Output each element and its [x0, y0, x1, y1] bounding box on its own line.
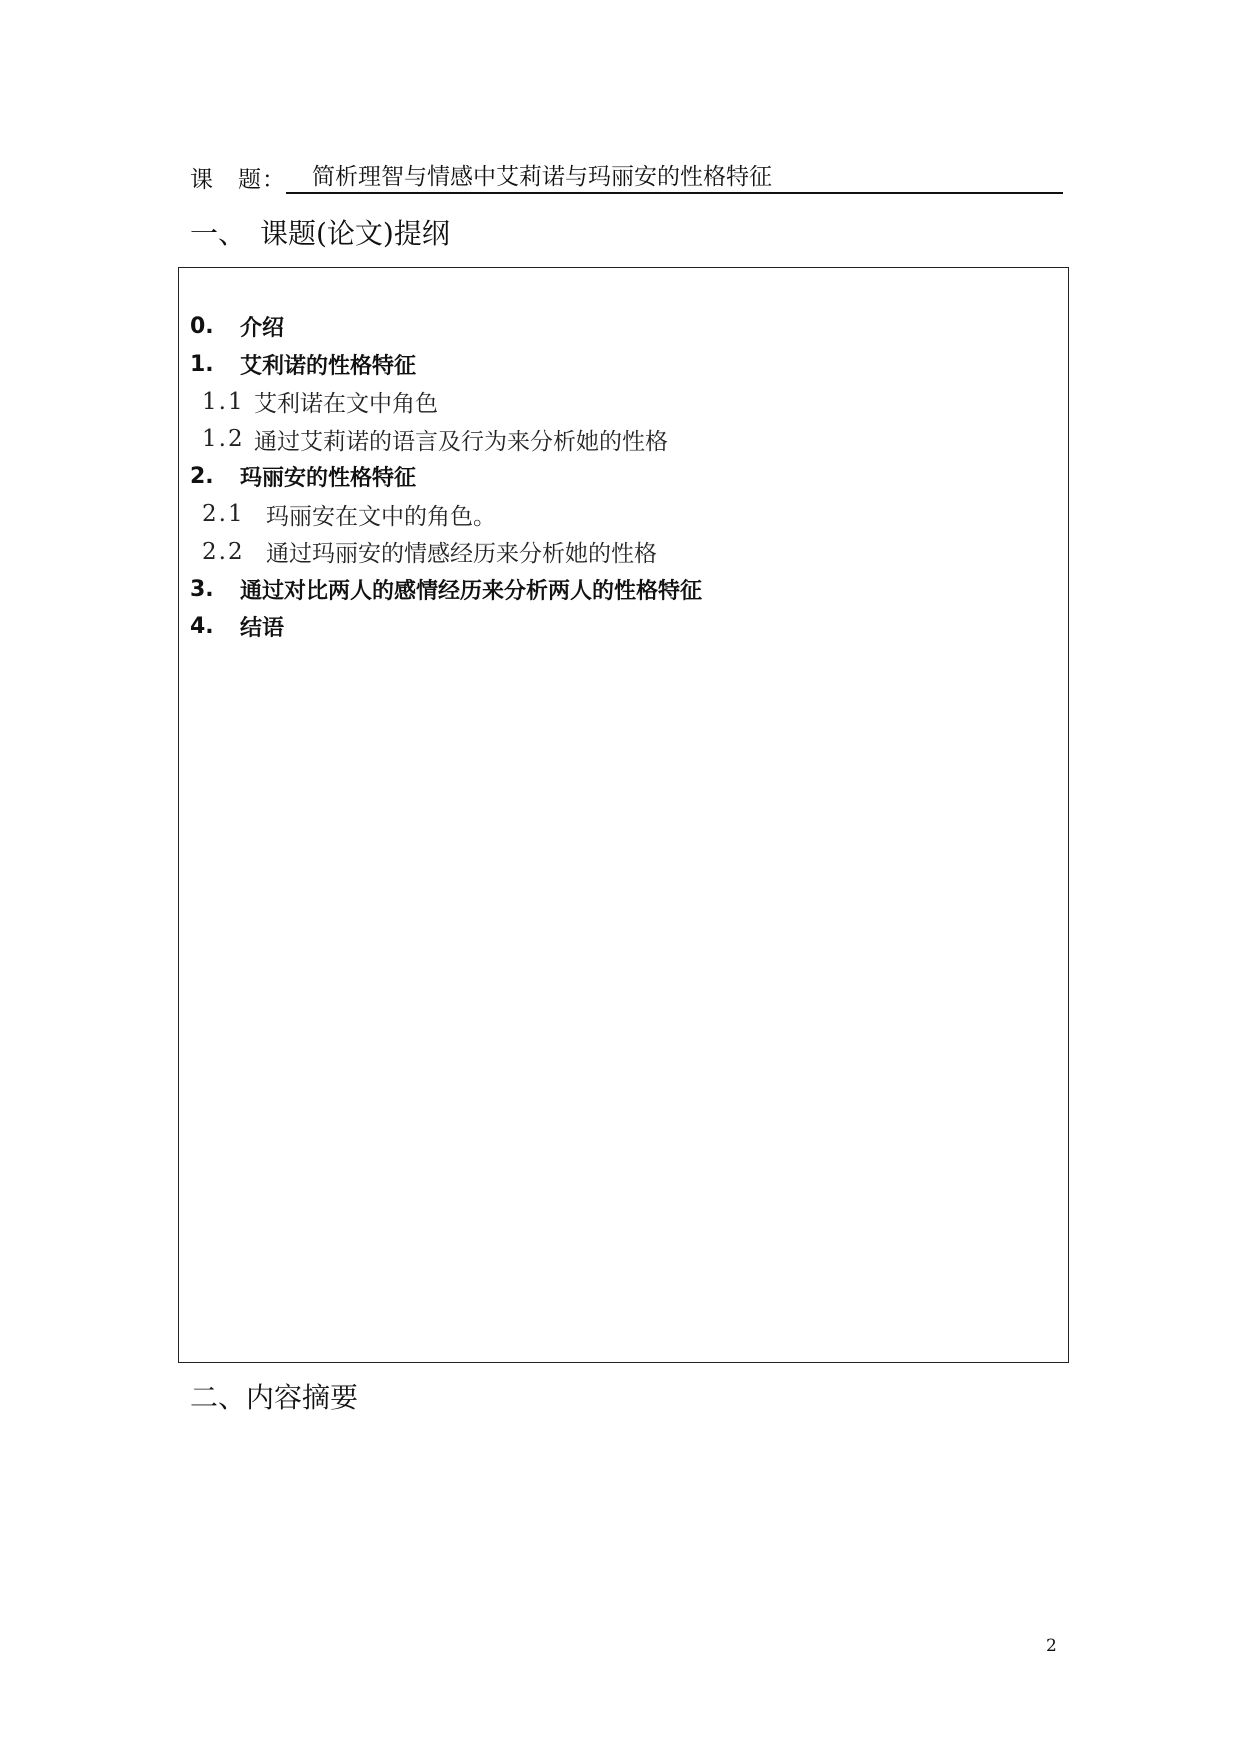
outline-item-number: 1.2: [202, 426, 245, 453]
outline-item-2: [190, 458, 1058, 496]
outline-item-number: 3.: [190, 576, 214, 602]
outline-item-number: 2.1: [202, 501, 245, 528]
outline-item-text: 玛丽安在文中的角色。: [266, 503, 496, 530]
outline-item-0: [190, 308, 1058, 346]
outline-item-number: 2.: [190, 464, 214, 490]
outline-item-text: 艾利诺在文中角色: [254, 391, 438, 418]
page-number: 2: [1046, 1636, 1057, 1656]
outline-item-1-1: [190, 383, 1058, 421]
abstract-section-heading: 二、内容摘要: [190, 1381, 359, 1414]
topic-title: 简析理智与情感中艾莉诺与玛丽安的性格特征: [286, 162, 1063, 194]
outline-item-text: 玛丽安的性格特征: [240, 466, 417, 492]
outline-box: [178, 267, 1069, 1363]
outline-item-text: 通过对比两人的感情经历来分析两人的性格特征: [240, 578, 703, 604]
outline-item-text: 通过玛丽安的情感经历来分析她的性格: [266, 541, 657, 568]
topic-line: [190, 160, 1063, 194]
outline-item-number: 4.: [190, 614, 214, 640]
outline-item-number: 1.1: [202, 388, 245, 415]
outline-item-number: 0.: [190, 314, 214, 340]
outline-item-1: [190, 346, 1058, 384]
outline-item-2-1: [190, 496, 1058, 534]
outline-item-3: [190, 571, 1058, 609]
outline-section-heading: 一、 课题(论文)提纲: [190, 217, 450, 250]
outline-item-text: 介绍: [240, 316, 285, 342]
outline-item-4: [190, 608, 1058, 646]
outline-list: [190, 308, 1058, 646]
outline-item-text: 艾利诺的性格特征: [240, 353, 417, 379]
outline-item-text: 通过艾莉诺的语言及行为来分析她的性格: [254, 428, 668, 455]
outline-item-text: 结语: [240, 616, 285, 642]
outline-item-number: 2.2: [202, 538, 245, 565]
outline-item-number: 1.: [190, 351, 214, 377]
outline-item-2-2: [190, 533, 1058, 571]
outline-item-1-2: [190, 421, 1058, 459]
topic-label: 课 题：: [190, 167, 286, 193]
